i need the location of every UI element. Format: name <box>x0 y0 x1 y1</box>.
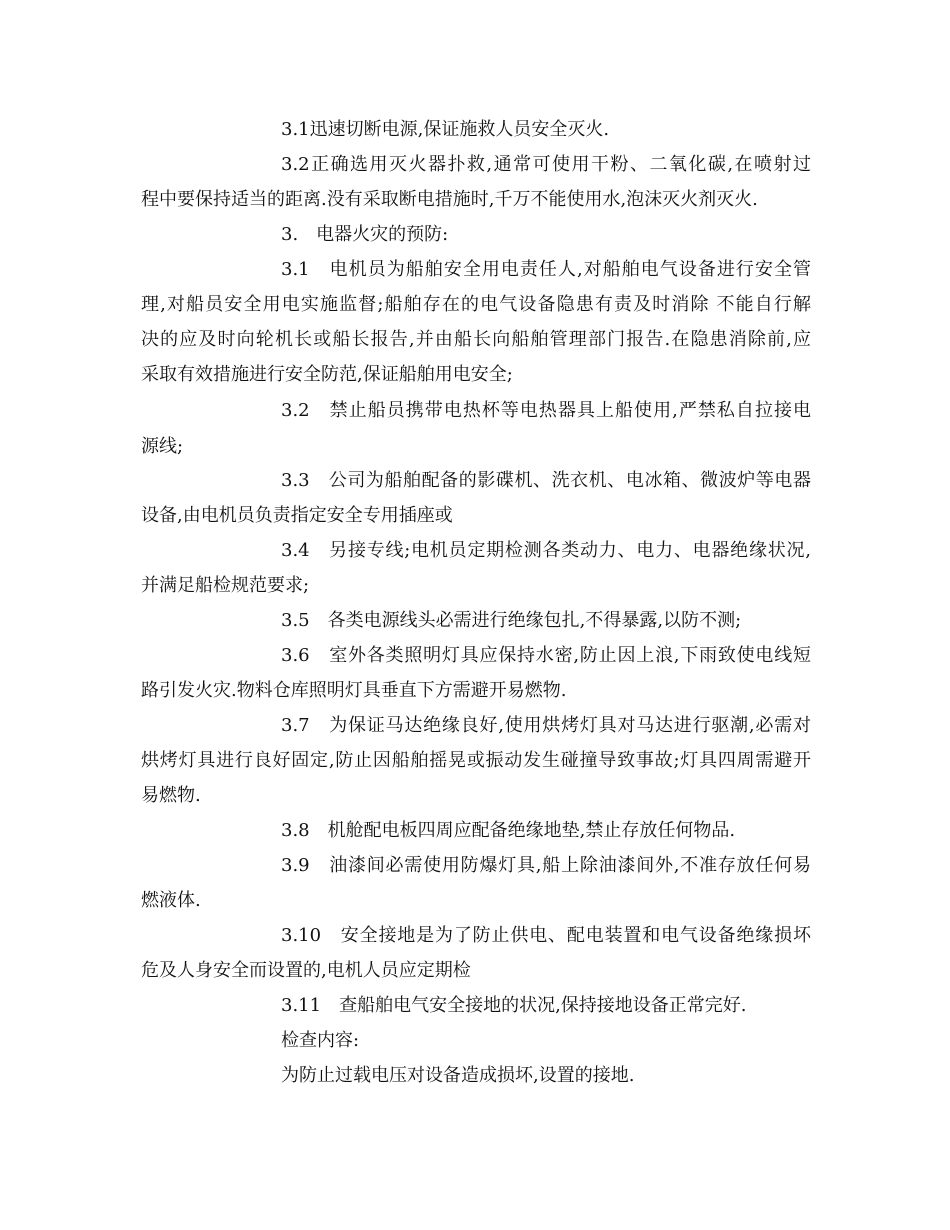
paragraph-line: 3.4 另接专线;电机员定期检测各类动力、电力、电器绝缘状况, <box>281 540 811 561</box>
paragraph-line: 程中要保持适当的距离.没有采取断电措施时,千万不能使用水,泡沫灭火剂灭火. <box>141 189 758 210</box>
paragraph-line: 设备,由电机员负责指定安全专用插座或 <box>141 505 453 526</box>
paragraph-line: 3.9 油漆间必需使用防爆灯具,船上除油漆间外,不准存放任何易 <box>281 855 811 876</box>
paragraph-line: 并满足船检规范要求; <box>141 575 310 596</box>
paragraph-line: 3.1迅速切断电源,保证施救人员安全灭火. <box>281 119 610 140</box>
paragraph-line: 3.1 电机员为船舶安全用电责任人,对船舶电气设备进行安全管 <box>281 259 811 280</box>
paragraph-line: 3.5 各类电源线头必需进行绝缘包扎,不得暴露,以防不测; <box>281 610 742 631</box>
paragraph-line: 路引发火灾.物料仓库照明灯具垂直下方需避开易燃物. <box>141 680 567 701</box>
paragraph-line: 检查内容: <box>281 1030 360 1051</box>
paragraph-line: 燃液体. <box>141 890 201 911</box>
paragraph-line: 理,对船员安全用电实施监督;船舶存在的电气设备隐患有责及时消除 不能自行解 <box>141 294 811 315</box>
paragraph-line: 易燃物. <box>141 785 201 806</box>
paragraph-line: 3.2正确选用灭火器扑救,通常可使用干粉、二氧化碳,在喷射过 <box>281 154 811 175</box>
paragraph-line: 3.10 安全接地是为了防止供电、配电装置和电气设备绝缘损坏 <box>281 925 811 946</box>
paragraph-line: 3.3 公司为船舶配备的影碟机、洗衣机、电冰箱、微波炉等电器 <box>281 470 811 491</box>
paragraph-line: 决的应及时向轮机长或船长报告,并由船长向船舶管理部门报告.在隐患消除前,应 <box>141 329 811 350</box>
paragraph-line: 3.2 禁止船员携带电热杯等电热器具上船使用,严禁私自拉接电 <box>281 400 811 421</box>
paragraph-line: 采取有效措施进行安全防范,保证船舶用电安全; <box>141 364 513 385</box>
section-heading: 3. 电器火灾的预防: <box>281 224 449 245</box>
paragraph-line: 3.11 查船舶电气安全接地的状况,保持接地设备正常完好. <box>281 995 747 1016</box>
paragraph-line: 3.7 为保证马达绝缘良好,使用烘烤灯具对马达进行驱潮,必需对 <box>281 715 811 736</box>
paragraph-line: 为防止过载电压对设备造成损坏,设置的接地. <box>281 1065 635 1086</box>
paragraph-line: 烘烤灯具进行良好固定,防止因船舶摇晃或振动发生碰撞导致事故;灯具四周需避开 <box>141 750 811 771</box>
paragraph-line: 3.8 机舱配电板四周应配备绝缘地垫,禁止存放任何物品. <box>281 820 736 841</box>
paragraph-line: 危及人身安全而设置的,电机人员应定期检 <box>141 960 471 981</box>
paragraph-line: 源线; <box>141 436 184 457</box>
paragraph-line: 3.6 室外各类照明灯具应保持水密,防止因上浪,下雨致使电线短 <box>281 645 811 666</box>
